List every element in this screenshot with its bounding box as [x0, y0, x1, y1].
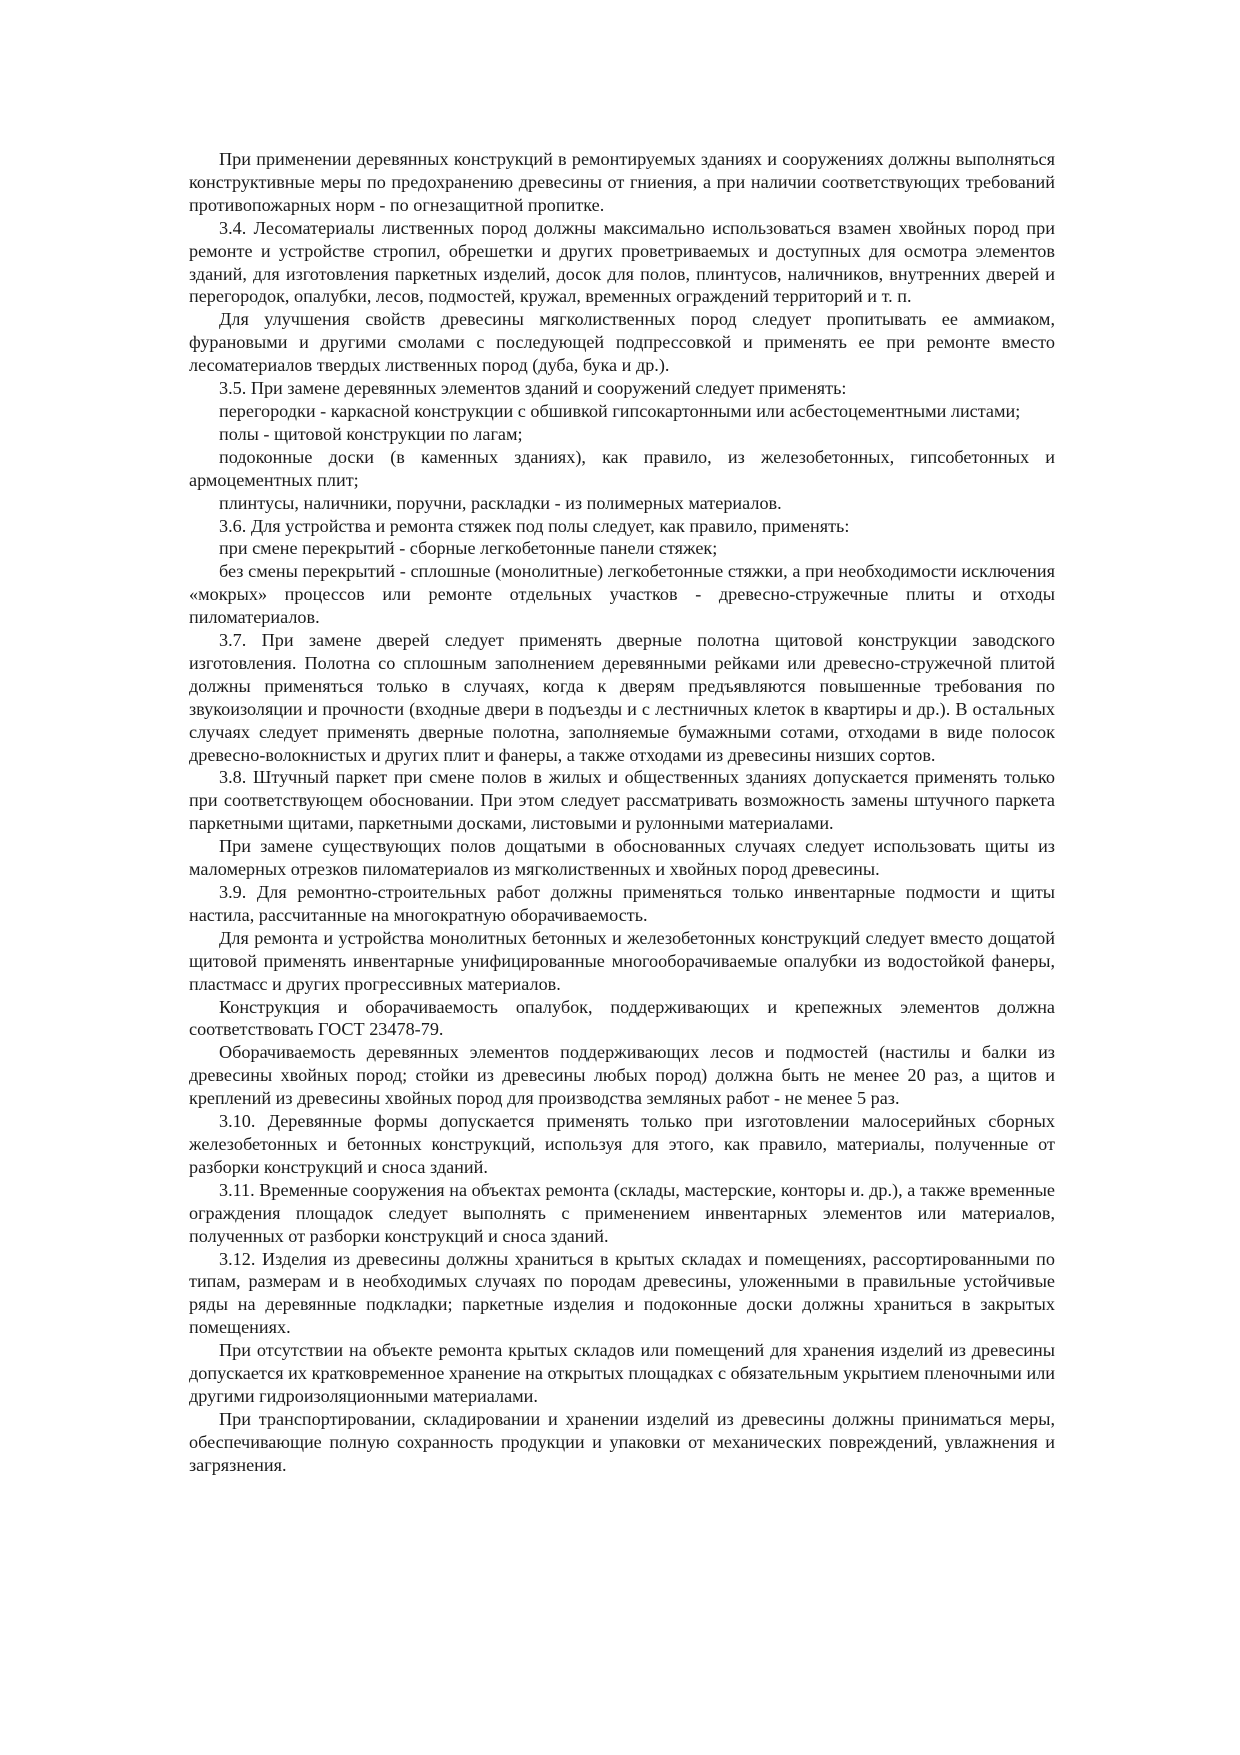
list-item-without-slab-change: без смены перекрытий - сплошные (монолитные) легкобетонные стяжки, а при необходимости исключения «мокрых» процессов или ремонте отдельных участков - древесно-стружечные плиты и отходы пиломатериалов.	[189, 561, 1055, 628]
paragraph-3-4: 3.4. Лесоматериалы лиственных пород должны максимально использоваться взамен хвойных пород при ремонте и устройстве стропил, обрешетки и других проветриваемых и доступных для осмотра элементов зданий, для изготовления паркетных изделий, досок для полов, плинтусов, наличников, внутренних дверей и перегородок, опалубки, лесов, подмостей, кружал, временных ограждений территорий и т. п.	[189, 217, 1055, 307]
paragraph-3-8-boards: При замене существующих полов дощатыми в обоснованных случаях следует использовать щиты из маломерных отрезков пиломатериалов из мягколиственных и хвойных пород древесины.	[189, 836, 1055, 880]
paragraph-3-11: 3.11. Временные сооружения на объектах ремонта (склады, мастерские, конторы и. др.), а также временные ограждения площадок следует выполнять с применением инвентарных элементов или материалов, полученных от разборки конструкций и сноса зданий.	[189, 1179, 1055, 1246]
list-item-partitions: перегородки - каркасной конструкции с обшивкой гипсокартонными или асбестоцементными листами;	[219, 400, 1021, 421]
paragraph-3-4-impregnation: Для улучшения свойств древесины мягколиственных пород следует пропитывать ее аммиаком, фурановыми и другими смолами с последующей подпрессовкой и применять ее при ремонте вместо лесоматериалов твердых лиственных пород (дуба, бука и др.).	[189, 309, 1055, 376]
list-item-skirting: плинтусы, наличники, поручни, раскладки - из полимерных материалов.	[219, 492, 782, 513]
paragraph-3-12: 3.12. Изделия из древесины должны храниться в крытых складах и помещениях, рассортированными по типам, размерам и в необходимых случаях по породам древесины, уложенными в правильные устойчивые ряды на деревянные подкладки; паркетные изделия и подоконные доски должны храниться в закрытых помещениях.	[189, 1248, 1055, 1338]
list-item-window-sills: подоконные доски (в каменных зданиях), как правило, из железобетонных, гипсобетонных и армоцементных плит;	[189, 446, 1055, 490]
paragraph-3-9-turnover: Оборачиваемость деревянных элементов поддерживающих лесов и подмостей (настилы и балки из древесины хвойных пород; стойки из древесины любых пород) должна быть не менее 20 раз, а щитов и креплений из древесины хвойных пород для производства земляных работ - не менее 5 раз.	[189, 1042, 1055, 1109]
paragraph-3-9-formwork: Для ремонта и устройства монолитных бетонных и железобетонных конструкций следует вместо дощатой щитовой применять инвентарные унифицированные многооборачиваемые опалубки из водостойкой фанеры, пластмасс и других прогрессивных материалов.	[189, 927, 1055, 994]
paragraph-3-12-open-storage: При отсутствии на объекте ремонта крытых складов или помещений для хранения изделий из древесины допускается их кратковременное хранение на открытых площадках с обязательным укрытием пленочными или другими гидроизоляционными материалами.	[189, 1340, 1055, 1406]
paragraph-3-5: 3.5. При замене деревянных элементов зданий и сооружений следует применять:	[219, 378, 847, 399]
paragraph-3-12-transport: При транспортировании, складировании и хранении изделий из древесины должны приниматься меры, обеспечивающие полную сохранность продукции и упаковки от механических повреждений, увлажнения и загрязнения.	[189, 1408, 1055, 1475]
paragraph-3-6: 3.6. Для устройства и ремонта стяжек под полы следует, как правило, применять:	[219, 515, 850, 536]
paragraph-3-9: 3.9. Для ремонтно-строительных работ должны применяться только инвентарные подмости и щиты настила, рассчитанные на многократную оборачиваемость.	[189, 882, 1055, 925]
paragraph-1: При применении деревянных конструкций в ремонтируемых зданиях и сооружениях должны выполняться конструктивные меры по предохранению древесины от гниения, а при наличии соответствующих требований противопожарных норм - по огнезащитной пропитке.	[189, 149, 1055, 215]
list-item-floors: полы - щитовой конструкции по лагам;	[219, 423, 523, 444]
paragraph-3-10: 3.10. Деревянные формы допускается применять только при изготовлении малосерийных сборных железобетонных и бетонных конструкций, используя для этого, как правило, материалы, полученные от разборки конструкций и сноса зданий.	[189, 1111, 1055, 1177]
document-page	[189, 148, 1055, 1477]
paragraph-3-7: 3.7. При замене дверей следует применять дверные полотна щитовой конструкции заводского изготовления. Полотна со сплошным заполнением деревянными рейками или древесно-стружечной плитой должны применяться только в случаях, когда к дверям предъявляются повышенные требования по звукоизоляции и прочности (входные двери в подъезды и с лестничных клеток в квартиры и др.). В остальных случаях следует применять дверные полотна, заполняемые бумажными сотами, отходами в виде полосок древесно-волокнистых и других плит и фанеры, а также отходами из древесины низших сортов.	[189, 630, 1055, 765]
paragraph-3-9-gost: Конструкция и оборачиваемость опалубок, поддерживающих и крепежных элементов должна соответствовать ГОСТ 23478-79.	[189, 996, 1055, 1040]
list-item-with-slab-change: при смене перекрытий - сборные легкобетонные панели стяжек;	[219, 538, 718, 559]
paragraph-3-8: 3.8. Штучный паркет при смене полов в жилых и общественных зданиях допускается применять только при соответствующем обосновании. При этом следует рассматривать возможность замены штучного паркета паркетными щитами, паркетными досками, листовыми и рулонными материалами.	[189, 767, 1055, 834]
